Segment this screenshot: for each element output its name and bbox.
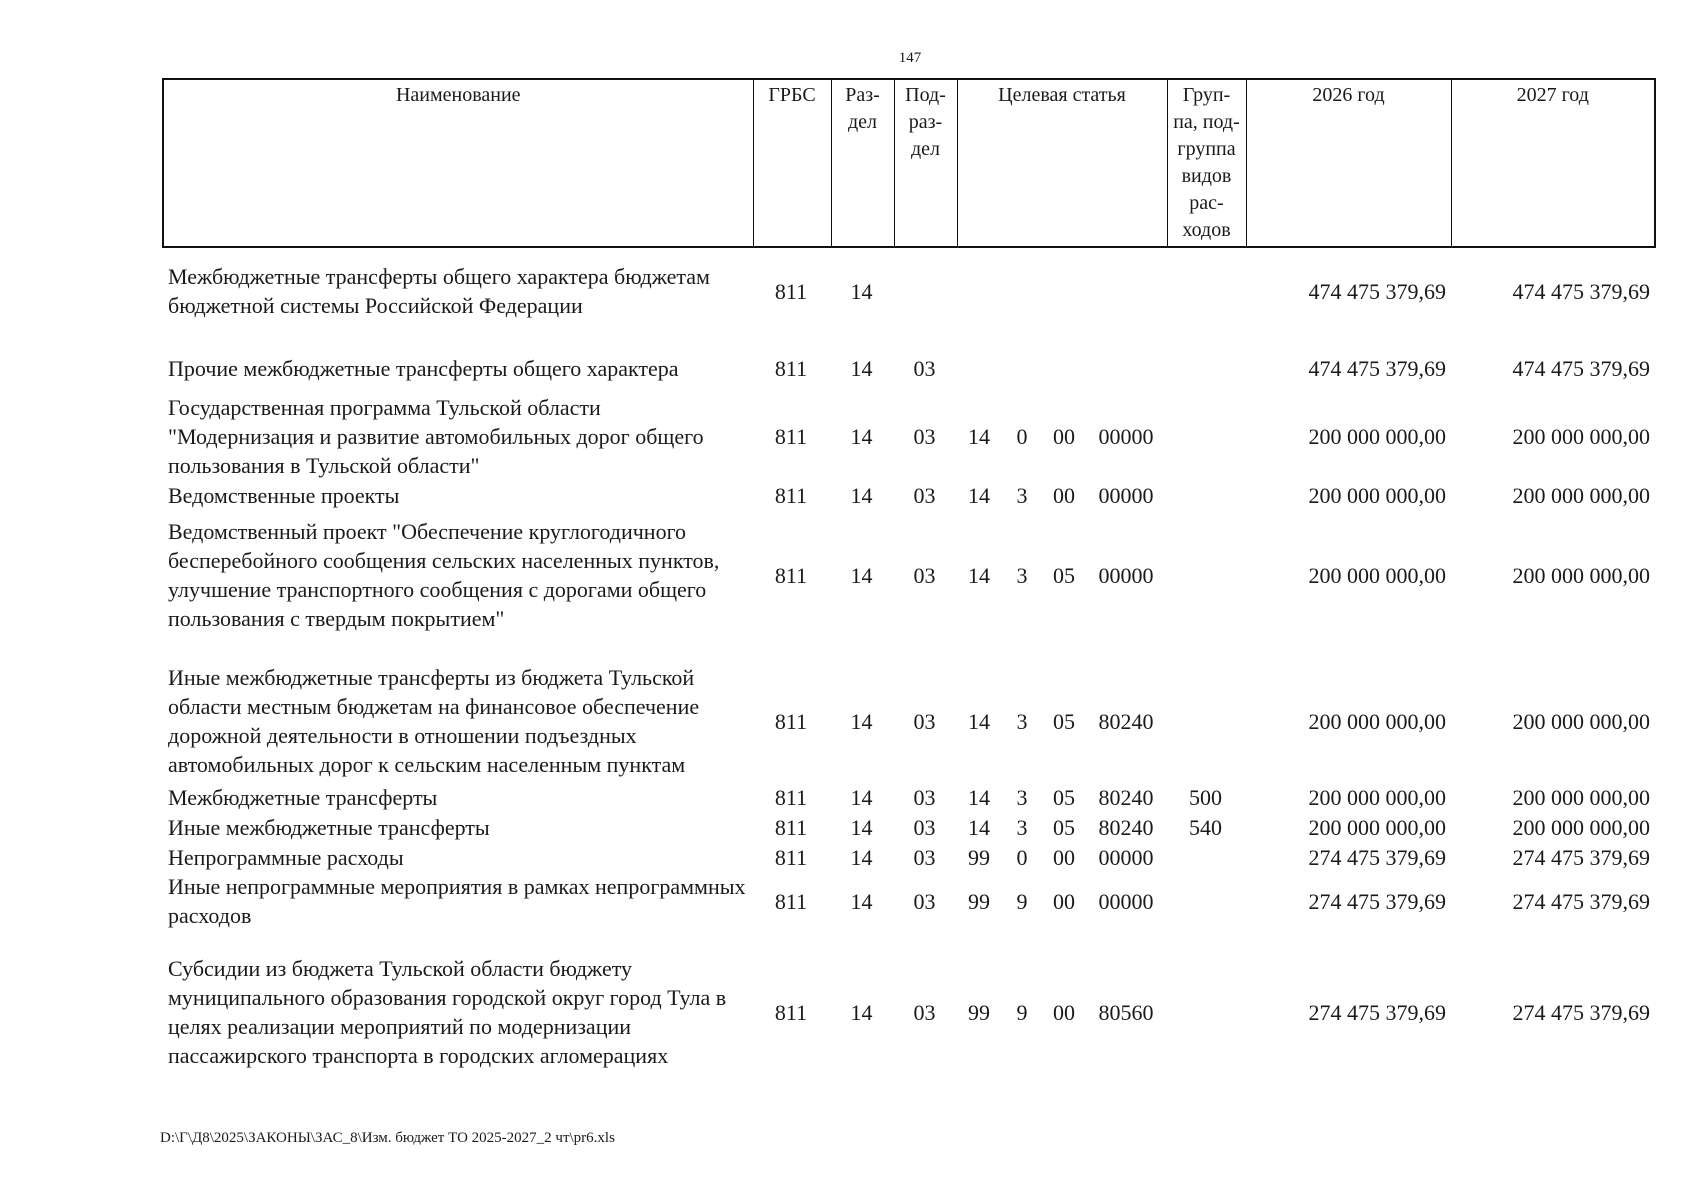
header-target-article: Целевая статья [957, 79, 1167, 247]
row-target-direction: 80560 [1098, 999, 1154, 1025]
row-grbs: 811 [774, 888, 808, 914]
row-amount-2027: 474 475 379,69 [1512, 355, 1650, 381]
row-podrazdel: 03 [913, 844, 936, 870]
row-target-type: 3 [1016, 814, 1028, 840]
table-row [162, 392, 1654, 480]
row-razdel: 14 [850, 423, 873, 449]
row-podrazdel: 03 [913, 784, 936, 810]
row-amount-2026: 200 000 000,00 [1308, 482, 1446, 508]
row-name: Субсидии из бюджета Тульской области бюджету муниципального образования городской округ город Тула в целях реализации мероприятий по модернизации пассажирского транспорта в городских агломерациях [168, 956, 727, 1068]
row-expense-group [1166, 660, 1245, 782]
row-target-subprogram: 05 [1053, 562, 1075, 588]
row-expense-group [1166, 480, 1245, 510]
row-target-type: 9 [1016, 888, 1028, 914]
row-target-program: 14 [968, 814, 990, 840]
row-target-subprogram: 00 [1053, 999, 1075, 1025]
row-target-type: 0 [1016, 423, 1028, 449]
row-amount-2027: 200 000 000,00 [1512, 708, 1650, 734]
row-podrazdel: 03 [913, 562, 936, 588]
header-podrazdel: Под- раз- дел [894, 79, 957, 247]
row-target-direction: 00000 [1098, 844, 1154, 870]
header-razdel: Раз- дел [831, 79, 894, 247]
row-name: Непрограммные расходы [168, 844, 404, 870]
row-target-type: 3 [1016, 708, 1028, 734]
table-row [162, 660, 1654, 782]
row-grbs: 811 [774, 355, 808, 381]
row-podrazdel: 03 [913, 814, 936, 840]
row-target-subprogram: 00 [1053, 482, 1075, 508]
table-row [162, 842, 1654, 872]
table-row [162, 872, 1654, 930]
row-grbs: 811 [774, 562, 808, 588]
row-target-type [1002, 258, 1042, 324]
row-amount-2027: 274 475 379,69 [1512, 888, 1650, 914]
row-target-direction: 00000 [1098, 562, 1154, 588]
row-grbs: 811 [774, 784, 808, 810]
row-target-subprogram [1042, 344, 1086, 392]
row-grbs: 811 [774, 814, 808, 840]
table-row [162, 950, 1654, 1074]
row-target-program: 99 [968, 888, 990, 914]
table-row [162, 510, 1654, 640]
row-target-direction: 80240 [1098, 814, 1154, 840]
row-amount-2026: 274 475 379,69 [1308, 888, 1446, 914]
row-amount-2026: 200 000 000,00 [1308, 708, 1446, 734]
row-name: Прочие межбюджетные трансферты общего характера [168, 355, 679, 381]
row-expense-group [1166, 950, 1245, 1074]
row-podrazdel [893, 258, 956, 324]
row-expense-group [1166, 258, 1245, 324]
row-amount-2026: 474 475 379,69 [1308, 278, 1446, 304]
row-target-program: 14 [968, 562, 990, 588]
row-amount-2027: 274 475 379,69 [1512, 844, 1650, 870]
table-row [162, 782, 1654, 812]
row-grbs: 811 [774, 844, 808, 870]
row-expense-group [1166, 872, 1245, 930]
row-target-program: 14 [968, 482, 990, 508]
header-year-2026: 2026 год [1246, 79, 1451, 247]
row-target-subprogram: 00 [1053, 888, 1075, 914]
row-amount-2026: 274 475 379,69 [1308, 999, 1446, 1025]
row-expense-group [1166, 842, 1245, 872]
row-expense-group [1166, 392, 1245, 480]
row-razdel: 14 [850, 562, 873, 588]
row-razdel: 14 [850, 278, 873, 304]
row-target-program: 99 [968, 844, 990, 870]
row-grbs: 811 [774, 708, 808, 734]
row-amount-2027: 200 000 000,00 [1512, 482, 1650, 508]
table-header [162, 78, 1656, 248]
table-row [162, 480, 1654, 510]
header-expense-group: Груп- па, под- группа видов рас- ходов [1167, 79, 1246, 247]
table-row [162, 258, 1654, 324]
row-grbs: 811 [774, 278, 808, 304]
row-name: Иные межбюджетные трансферты из бюджета Тульской области местным бюджетам на финансовое обеспечение дорожной деятельности в отношении подъездных автомобильных дорог к сельским населенным пунктам [168, 665, 700, 777]
row-grbs: 811 [774, 482, 808, 508]
row-razdel: 14 [850, 814, 873, 840]
row-amount-2026: 200 000 000,00 [1308, 562, 1446, 588]
row-grbs: 811 [774, 423, 808, 449]
header-year-2027: 2027 год [1451, 79, 1655, 247]
row-name: Ведомственные проекты [168, 482, 400, 508]
row-razdel: 14 [850, 482, 873, 508]
row-expense-group: 500 [1189, 784, 1222, 810]
row-target-program: 14 [968, 784, 990, 810]
row-razdel: 14 [850, 999, 873, 1025]
row-podrazdel: 03 [913, 999, 936, 1025]
row-target-direction: 80240 [1098, 784, 1154, 810]
row-target-subprogram: 05 [1053, 814, 1075, 840]
row-target-direction [1086, 344, 1166, 392]
row-amount-2026: 200 000 000,00 [1308, 784, 1446, 810]
row-target-direction: 00000 [1098, 888, 1154, 914]
row-name: Государственная программа Тульской области "Модернизация и развитие автомобильных дорог общего пользования в Тульской области" [168, 394, 704, 478]
row-target-program: 99 [968, 999, 990, 1025]
row-target-direction: 00000 [1098, 423, 1154, 449]
row-target-subprogram [1042, 258, 1086, 324]
row-target-program: 14 [968, 423, 990, 449]
row-razdel: 14 [850, 888, 873, 914]
row-target-subprogram: 05 [1053, 784, 1075, 810]
row-expense-group [1166, 344, 1245, 392]
row-podrazdel: 03 [913, 482, 936, 508]
row-target-type: 3 [1016, 482, 1028, 508]
row-podrazdel: 03 [913, 423, 936, 449]
row-amount-2027: 200 000 000,00 [1512, 784, 1650, 810]
row-amount-2027: 474 475 379,69 [1512, 278, 1650, 304]
row-podrazdel: 03 [913, 355, 936, 381]
row-target-type: 9 [1016, 999, 1028, 1025]
row-target-direction [1086, 258, 1166, 324]
row-podrazdel: 03 [913, 708, 936, 734]
row-amount-2027: 200 000 000,00 [1512, 814, 1650, 840]
row-target-direction: 80240 [1098, 708, 1154, 734]
file-path-footer: D:\Г\Д8\2025\ЗАКОНЫ\ЗАС_8\Изм. бюджет ТО 2025-2027_2 чт\pr6.xls [160, 1130, 615, 1146]
row-target-type [1002, 344, 1042, 392]
row-amount-2026: 274 475 379,69 [1308, 844, 1446, 870]
row-name: Иные межбюджетные трансферты [168, 814, 490, 840]
row-target-subprogram: 00 [1053, 423, 1075, 449]
row-amount-2027: 200 000 000,00 [1512, 562, 1650, 588]
row-amount-2027: 200 000 000,00 [1512, 423, 1650, 449]
row-razdel: 14 [850, 355, 873, 381]
row-target-type: 0 [1016, 844, 1028, 870]
row-name: Ведомственный проект "Обеспечение круглогодичного бесперебойного сообщения сельских населенных пунктов, улучшение транспортного сообщения с дорогами общего пользования с твердым покрытием" [168, 519, 720, 631]
row-target-subprogram: 00 [1053, 844, 1075, 870]
header-grbs: ГРБС [753, 79, 831, 247]
row-razdel: 14 [850, 708, 873, 734]
row-amount-2026: 200 000 000,00 [1308, 814, 1446, 840]
row-amount-2026: 200 000 000,00 [1308, 423, 1446, 449]
row-target-program: 14 [968, 708, 990, 734]
header-name: Наименование [163, 79, 753, 247]
row-name: Межбюджетные трансферты [168, 784, 438, 810]
table-row [162, 344, 1654, 392]
row-name: Иные непрограммные мероприятия в рамках непрограммных расходов [168, 874, 746, 928]
row-target-direction: 00000 [1098, 482, 1154, 508]
row-razdel: 14 [850, 844, 873, 870]
row-target-subprogram: 05 [1053, 708, 1075, 734]
row-target-program [956, 344, 1002, 392]
row-expense-group: 540 [1189, 814, 1222, 840]
page-number: 147 [898, 50, 922, 66]
table-row [162, 812, 1654, 842]
row-amount-2027: 274 475 379,69 [1512, 999, 1650, 1025]
row-grbs: 811 [774, 999, 808, 1025]
row-target-program [956, 258, 1002, 324]
budget-table [162, 258, 1654, 1074]
row-target-type: 3 [1016, 784, 1028, 810]
row-razdel: 14 [850, 784, 873, 810]
row-expense-group [1166, 510, 1245, 640]
row-podrazdel: 03 [913, 888, 936, 914]
row-target-type: 3 [1016, 562, 1028, 588]
row-name: Межбюджетные трансферты общего характера бюджетам бюджетной системы Российской Федерации [168, 264, 710, 318]
row-amount-2026: 474 475 379,69 [1308, 355, 1446, 381]
